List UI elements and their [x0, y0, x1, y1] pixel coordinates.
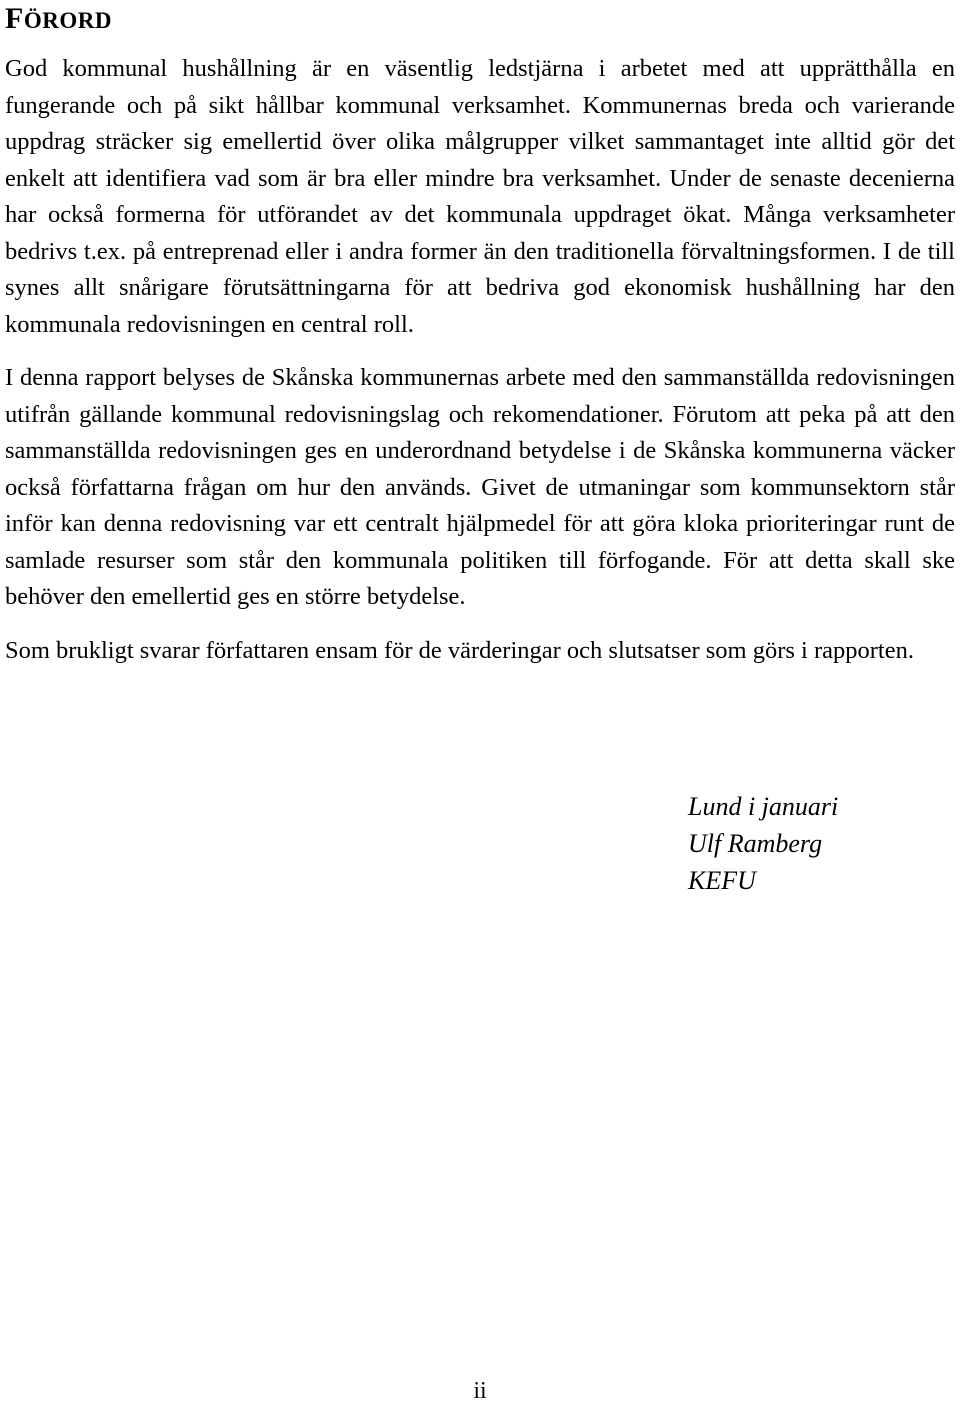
document-page: [5, 0, 955, 1404]
paragraph-report: I denna rapport belyses de Skånska kommunernas arbete med den sammanställda redovisningen utifrån gällande kommunal redovisningslag och rekomendationer. Förutom att peka på att den sammanställda redovisningen ges en underordnand betydelse i de Skånska kommunerna väcker också författarna frågan om hur den används. Givet de utmaningar som kommunsektorn står inför kan denna redovisning var ett centralt hjälpmedel för att göra kloka prioriteringar runt de samlade resurser som står den kommunala politiken till förfogande. För att detta skall ske behöver den emellertid ges en större betydelse.: [5, 364, 955, 610]
paragraph-disclaimer: Som brukligt svarar författaren ensam för de värderingar och slutsatser som görs i rapporten.: [5, 636, 914, 664]
page-number: ii: [473, 1378, 487, 1404]
heading-initial: F: [5, 2, 24, 35]
signature-organization: KEFU: [688, 866, 756, 895]
signature-place-date: Lund i januari: [688, 792, 839, 821]
signature-author: Ulf Ramberg: [688, 829, 823, 858]
heading-rest: ÖRORD: [23, 8, 112, 33]
signature-block: [688, 788, 838, 899]
page-heading: [5, 0, 955, 38]
paragraph-intro: God kommunal hushållning är en väsentlig ledstjärna i arbetet med att upprätthålla en fungerande och på sikt hållbar kommunal verksamhet. Kommunernas breda och varierande uppdrag sträcker sig emellertid över olika målgrupper vilket sammantaget inte alltid gör det enkelt att identifiera vad som är bra eller mindre bra verksamhet. Under de senaste decenierna har också formerna för utförandet av det kommunala uppdraget ökat. Många verksamheter bedrivs t.ex. på entreprenad eller i andra former än den traditionella förvaltningsformen. I de till synes allt snårigare förutsättningarna för att bedriva god ekonomisk hushållning har den kommunala redovisningen en central roll.: [5, 55, 955, 338]
